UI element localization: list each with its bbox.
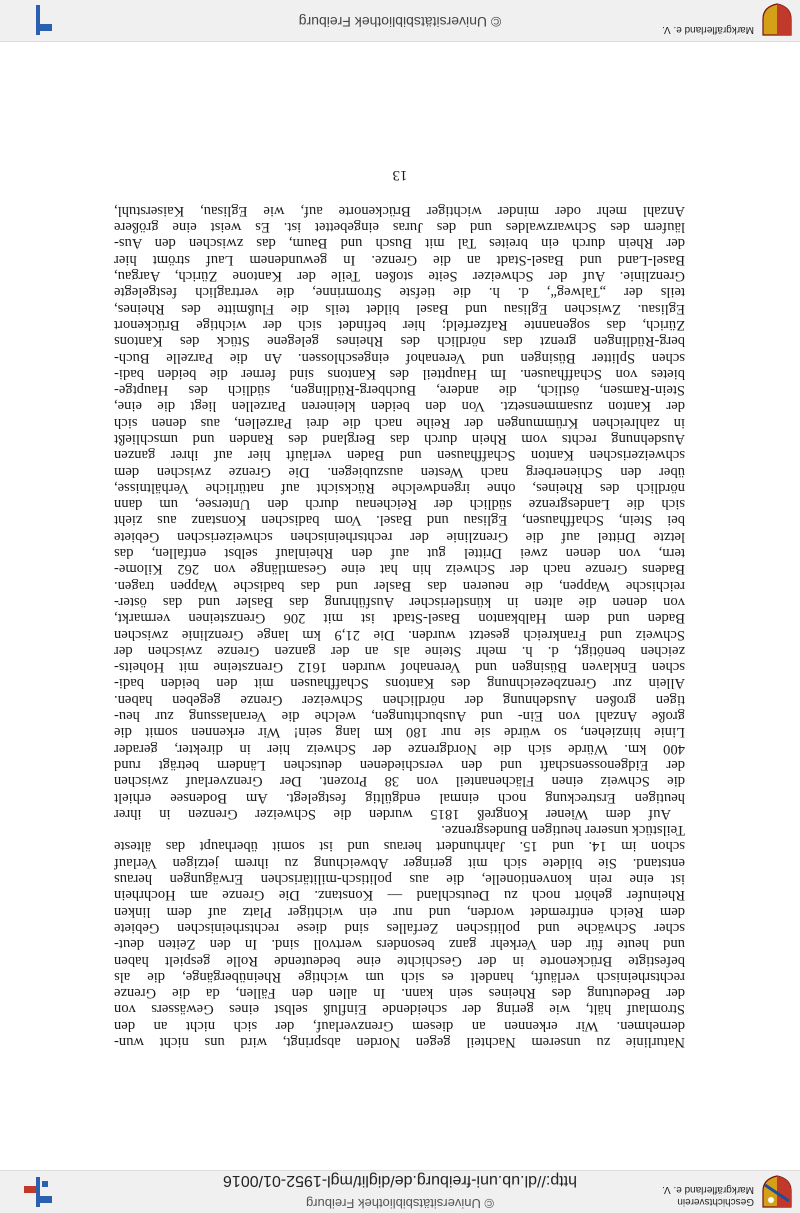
text-line: Teilstück unserer heutigen Bundesgrenze.	[441, 822, 685, 839]
text-line: Basel-Land und Basel-Stadt an die Grenze. In gewundenem Lauf strömt hier	[114, 251, 685, 268]
text-line: Zürich, das sogenannte Rafzerfeld; hier befindet sich der wichtige Brückenort	[114, 316, 685, 333]
text-line: große Anzahl von Ein- und Ausbuchtungen, welche die Veranlassung zur heu-	[114, 708, 685, 725]
text-line: dem Reich entfremdet worden, und nur ein wichtiger Platz auf dem linken	[114, 903, 685, 920]
university-library-logo-icon	[18, 3, 58, 37]
text-line: Anzahl mehr oder minder wichtiger Brückenorte auf, wie Eglisau, Kaiserstuhl,	[114, 202, 685, 219]
document-body	[114, 203, 685, 1050]
text-line: tigen großen Ausdehnung der nördlichen Schweizer Grenze gegeben haben.	[114, 691, 685, 708]
text-line: berg-Rüdlingen grenzt das nördlich des Rheines gelegene Stück des Kantons	[114, 333, 685, 350]
text-line: ist eine rein konventionelle, die aus politisch-militärischen Erwägungen heraus	[114, 871, 685, 888]
text-line: der Eidgenossenschaft und den verschiedenen deutschen Ländern beträgt rund	[114, 756, 685, 773]
text-line: Linie hinziehen, so würde sie nur 180 km lang sein! Wir erkennen somit die	[114, 724, 685, 741]
text-line: teils der „Talweg“, d. h. die tiefste Stromrinne, die vertraglich festgelegte	[114, 284, 685, 301]
text-line: schweizerischen Kanton Schaffhausen und Baden verläuft hier auf ihrer ganzen	[114, 447, 685, 464]
text-line: tern, von denen zwei Drittel gut auf den Rheinlauf selbst entfallen, das	[114, 545, 685, 562]
text-line: reichische Wappen, die neueren das Basler und das badische Wappen tragen.	[114, 577, 685, 594]
text-line: zeichen benötigt, d. h. mehr Steine als an der ganzen Grenze zwischen der	[114, 642, 685, 659]
text-line: der Kanton zusammensetzt. Von den beiden kleineren Parzellen liegt die eine,	[114, 398, 685, 415]
text-line: Rheinufer gehört noch zu Deutschland — Konstanz. Die Grenze am Hochrhein	[114, 887, 685, 904]
text-line: entstand. Sie bildete sich mit geringer Abweichung zu ihrem jetzigen Verlauf	[114, 854, 685, 871]
text-line: Stein-Ramsen, östlich, die andere, Buchberg-Rüdlingen, südlich des Hauptge-	[114, 382, 685, 399]
text-line: bei Stein, Schaffhausen, Eglisau und Basel. Vom badischen Konstanz aus zieht	[114, 512, 685, 529]
text-line: nördlich des Rheines, ohne irgendwelche Rücksicht auf natürliche Verhältnisse,	[114, 479, 685, 496]
text-line: befestigte Brückenorte in der Geschichte eine bedeutende Rolle gespielt haben	[114, 952, 685, 969]
page-number: 13	[392, 167, 408, 183]
text-line: in zahlreichen Krümmungen der Reihe nach die drei Parzellen, aus denen sich	[114, 414, 685, 431]
university-library-logo-icon	[18, 1175, 58, 1209]
text-line: Eglisau. Zwischen Eglisau und Basel bildet teils die Flußmitte des Rheines,	[114, 300, 685, 317]
text-line: der Rhein durch ein breites Tal mit Busch und Baum, das zwischen den Aus-	[114, 235, 685, 252]
text-line: Badens Grenze nach der Schweiz hin hat eine Gesamtlänge von 262 Kilome-	[114, 561, 685, 578]
library-copyright: © Universitätsbibliothek Freiburg	[298, 14, 502, 30]
text-line: über den Schienerberg nach Westen auszubiegen. Die Grenze zwischen dem	[114, 463, 685, 480]
text-line: heutigen Erstreckung noch einmal endgültig festgelegt. Am Bodensee erhielt	[114, 789, 685, 806]
text-line: Naturlinie zu unserem Nachteil gegen Norden abspringt, wird uns nicht wun-	[114, 1034, 685, 1050]
text-line: Schweiz und Frankreich gesetzt wurden. Die 21,9 km lange Grenzlinie zwischen	[114, 626, 685, 643]
text-line: schon im 14. und 15. Jahrhundert heraus und ist somit überhaupt das älteste	[114, 838, 685, 855]
text-line: rechtsrheinisch verläuft, handelt es sich um wichtige Rheinübergänge, die als	[114, 968, 685, 985]
footer-bar	[0, 0, 800, 42]
document-url[interactable]: http://dl.ub.uni-freiburg.de/diglit/mgl-1952-01/0016	[223, 1172, 577, 1189]
text-line: scher Schwäche und politischen Zerfalles sind diese rechtsrheinischen Gebiete	[114, 919, 685, 936]
text-line: und heute für den Verkehr ganz besonders wertvoll sind. In den Zeiten deut-	[114, 936, 685, 953]
coat-of-arms-icon	[760, 3, 794, 37]
text-line: 400 km. Würde sich die Nordgrenze der Schweiz hier in direkter, gerader	[114, 740, 685, 757]
text-line: von denen die alten in künstlerischer Ausführung das Basler und das öster-	[114, 593, 685, 610]
text-line: Baden und dem Halbkanton Basel-Stadt ist mit 206 Grenzsteinen vermarkt,	[114, 610, 685, 627]
header-bar	[0, 1170, 800, 1213]
text-line: Grenzlinie. Auf der Schweizer Seite stoßen Teile der Kantone Zürich, Aargau,	[114, 268, 685, 285]
text-line: sich die Landesgrenze südlich der Reichenau durch den Untersee, um dann	[114, 496, 685, 513]
text-line: die Schweiz einen Flächenanteil von 38 Prozent. Der Grenzverlauf zwischen	[114, 773, 685, 790]
text-line: der Bedeutung des Rheines sein kann. In allen den Fällen, da die Grenze	[114, 985, 685, 1002]
text-line: schen Enklaven Büsingen und Verenahof wurden 1612 Grenzsteine mit Hoheits-	[114, 659, 685, 676]
coat-of-arms-icon	[760, 1175, 794, 1209]
text-line: Auf dem Wiener Kongreß 1815 wurden die Schweizer Grenzen in ihrer	[114, 805, 671, 822]
society-logo-label: Geschichtsverein Markgräflerland e. V.	[662, 1184, 754, 1207]
text-line: läufern des Schwarzwaldes und des Juras eingebettet ist. Es weist eine größere	[114, 219, 685, 236]
text-line: dernehmen. Wir erkennen an diesem Grenzverlauf, der sich nicht an den	[114, 1017, 685, 1034]
text-line: bietes von Schaffhausen. Im Hauptteil des Kantons sind ferner die beiden badi-	[114, 365, 685, 382]
library-copyright: © Universitätsbibliothek Freiburg	[305, 1196, 495, 1211]
text-line: Ausdehnung rechts vom Rhein durch das Bergland des Randen und umschließt	[114, 431, 685, 448]
text-line: letzte Drittel auf die Grenzlinie der rechtsrheinischen schweizerischen Gebiete	[114, 528, 685, 545]
text-line: schen Splitter Büsingen und Verenahof eingeschlossen. An die Parzelle Buch-	[114, 349, 685, 366]
society-logo-label: Markgräflerland e. V.	[662, 24, 754, 35]
text-line: Stromlauf hält, wie gering der scheidende Einfluß selbst eines Gewässers von	[114, 1001, 685, 1018]
text-line: Allein zur Grenzbezeichnung des Kantons Schaffhausen mit den beiden badi-	[114, 675, 685, 692]
